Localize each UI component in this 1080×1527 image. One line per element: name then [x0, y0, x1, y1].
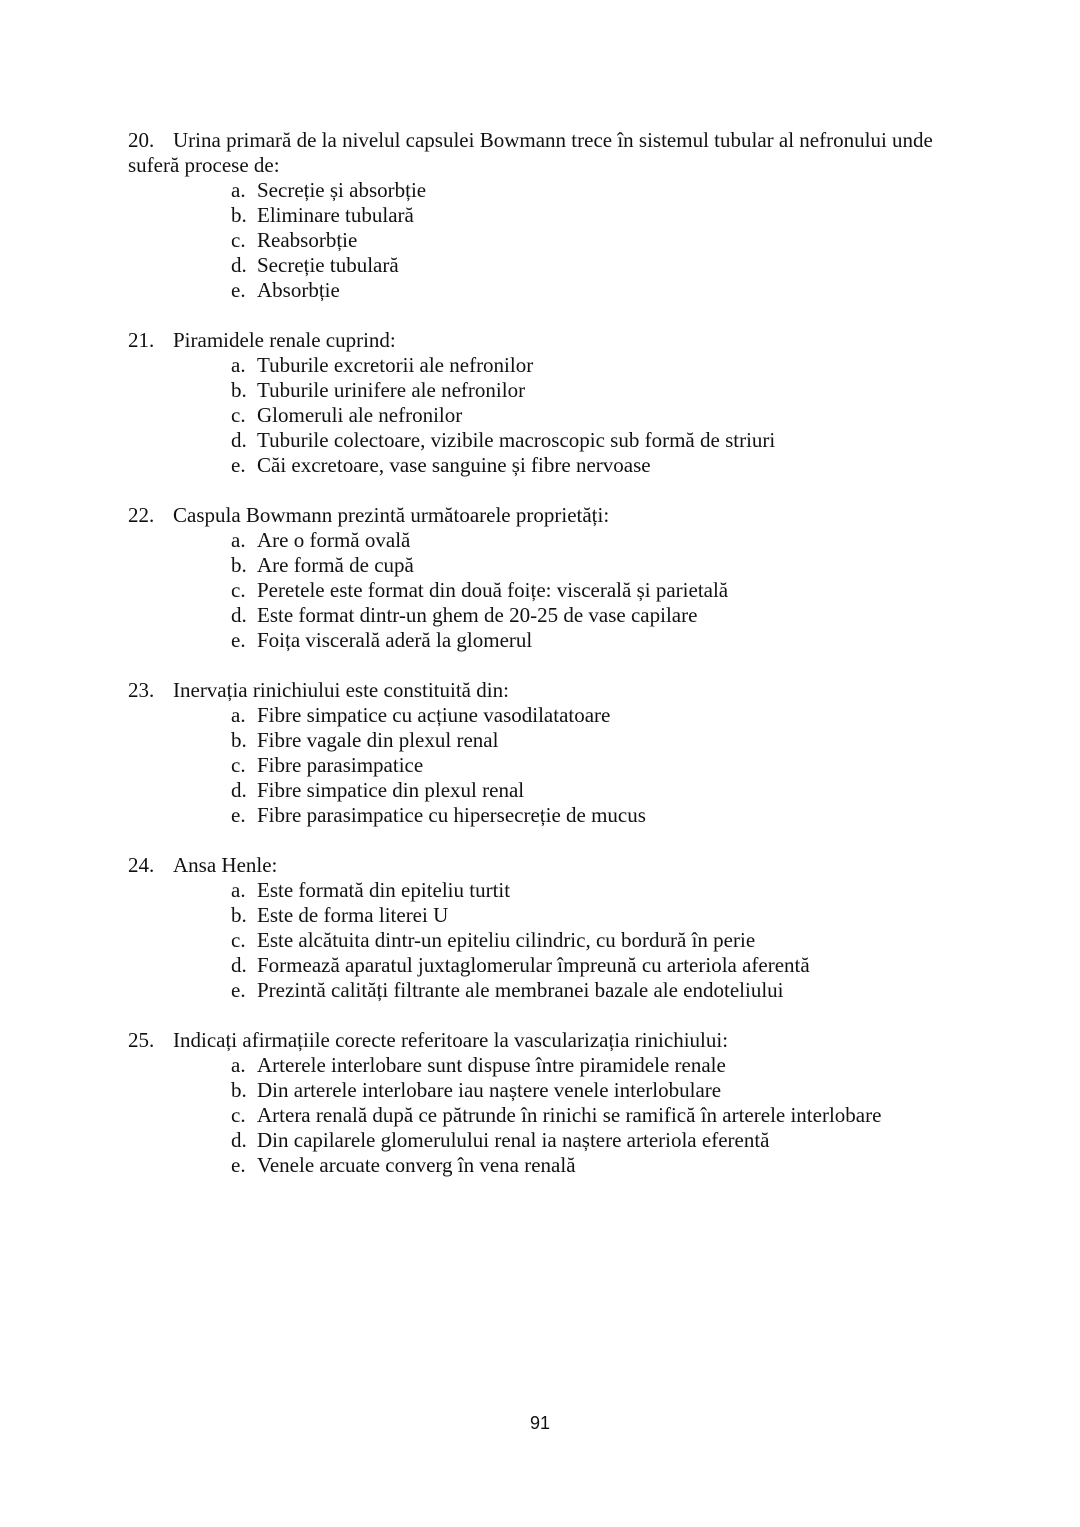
answer-option-a	[128, 528, 988, 553]
answer-options	[128, 528, 988, 653]
option-letter: e.	[231, 1153, 246, 1177]
option-letter: c.	[231, 928, 246, 952]
option-text: Formează aparatul juxtaglomerular împreună cu arteriola aferentă	[257, 953, 810, 977]
option-letter: e.	[231, 628, 246, 652]
question-text: Piramidele renale cuprind:	[173, 328, 396, 352]
question-text: Inervația rinichiului este constituită din:	[173, 678, 509, 702]
option-text: Eliminare tubulară	[257, 203, 414, 227]
question-number: 23.	[128, 678, 155, 702]
question-text: Caspula Bowmann prezintă următoarele proprietăți:	[173, 503, 610, 527]
option-letter: d.	[231, 778, 247, 802]
option-letter: a.	[231, 528, 246, 552]
answer-option-c	[128, 578, 988, 603]
option-text: Peretele este format din două foițe: viscerală și parietală	[257, 578, 729, 602]
option-letter: c.	[231, 1103, 246, 1127]
option-letter: e.	[231, 453, 246, 477]
option-letter: b.	[231, 203, 247, 227]
question-number: 25.	[128, 1028, 155, 1052]
option-letter: c.	[231, 753, 246, 777]
option-letter: d.	[231, 1128, 247, 1152]
question-stem	[128, 1028, 988, 1053]
option-letter: b.	[231, 1078, 247, 1102]
answer-option-a	[128, 353, 988, 378]
option-text: Tuburile colectoare, vizibile macroscopic sub formă de striuri	[257, 428, 776, 452]
question-stem-line	[128, 503, 988, 528]
question-22	[128, 503, 988, 653]
option-letter: d.	[231, 603, 247, 627]
answer-option-b	[128, 553, 988, 578]
option-letter: d.	[231, 953, 247, 977]
question-stem	[128, 853, 988, 878]
question-number: 24.	[128, 853, 155, 877]
option-text: Tuburile excretorii ale nefronilor	[257, 353, 534, 377]
option-text: Venele arcuate converg în vena renală	[257, 1153, 576, 1177]
option-letter: d.	[231, 428, 247, 452]
option-text: Este alcătuita dintr-un epiteliu cilindric, cu bordură în perie	[257, 928, 756, 952]
question-stem	[128, 128, 988, 178]
option-letter: b.	[231, 903, 247, 927]
answer-option-b	[128, 378, 988, 403]
answer-option-a	[128, 878, 988, 903]
answer-options	[128, 178, 988, 303]
answer-option-d	[128, 253, 988, 278]
question-list	[128, 128, 988, 1178]
option-text: Fibre vagale din plexul renal	[257, 728, 499, 752]
question-stem-line	[128, 328, 988, 353]
question-23	[128, 678, 988, 828]
question-stem	[128, 328, 988, 353]
question-stem-line	[128, 128, 988, 153]
question-number: 21.	[128, 328, 155, 352]
question-text-continuation: suferă procese de:	[128, 153, 280, 177]
answer-option-c	[128, 228, 988, 253]
option-text: Absorbție	[257, 278, 340, 302]
option-text: Prezintă calități filtrante ale membranei bazale ale endoteliului	[257, 978, 784, 1002]
answer-option-d	[128, 1128, 988, 1153]
answer-options	[128, 353, 988, 478]
option-letter: a.	[231, 703, 246, 727]
answer-option-b	[128, 1078, 988, 1103]
option-letter: b.	[231, 553, 247, 577]
answer-option-d	[128, 428, 988, 453]
answer-option-e	[128, 453, 988, 478]
option-text: Glomeruli ale nefronilor	[257, 403, 463, 427]
option-letter: e.	[231, 278, 246, 302]
question-24	[128, 853, 988, 1003]
option-text: Reabsorbție	[257, 228, 358, 252]
option-text: Arterele interlobare sunt dispuse între piramidele renale	[257, 1053, 726, 1077]
option-text: Este format dintr-un ghem de 20-25 de vase capilare	[257, 603, 698, 627]
question-text: Urina primară de la nivelul capsulei Bowmann trece în sistemul tubular al nefronului unde	[173, 128, 933, 152]
answer-option-a	[128, 703, 988, 728]
answer-options	[128, 878, 988, 1003]
option-text: Secreție tubulară	[257, 253, 399, 277]
option-letter: a.	[231, 353, 246, 377]
option-letter: a.	[231, 878, 246, 902]
option-letter: a.	[231, 1053, 246, 1077]
option-letter: b.	[231, 728, 247, 752]
answer-option-b	[128, 203, 988, 228]
option-text: Fibre simpatice din plexul renal	[257, 778, 525, 802]
option-letter: c.	[231, 228, 246, 252]
option-text: Din arterele interlobare iau naștere venele interlobulare	[257, 1078, 722, 1102]
answer-option-b	[128, 903, 988, 928]
option-text: Tuburile urinifere ale nefronilor	[257, 378, 526, 402]
answer-option-d	[128, 778, 988, 803]
answer-option-e	[128, 978, 988, 1003]
question-number: 20.	[128, 128, 155, 152]
option-text: Fibre parasimpatice cu hipersecreție de mucus	[257, 803, 646, 827]
answer-options	[128, 1053, 988, 1178]
answer-option-c	[128, 403, 988, 428]
answer-option-c	[128, 753, 988, 778]
option-letter: e.	[231, 803, 246, 827]
question-stem-line	[128, 678, 988, 703]
option-text: Artera renală după ce pătrunde în rinichi se ramifică în arterele interlobare	[257, 1103, 882, 1127]
question-stem-line	[128, 853, 988, 878]
question-text: Ansa Henle:	[173, 853, 278, 877]
answer-option-a	[128, 178, 988, 203]
option-text: Fibre parasimpatice	[257, 753, 424, 777]
answer-option-e	[128, 278, 988, 303]
option-letter: b.	[231, 378, 247, 402]
answer-option-c	[128, 1103, 988, 1128]
answer-option-e	[128, 803, 988, 828]
option-letter: e.	[231, 978, 246, 1002]
page-number: 91	[529, 1413, 551, 1433]
option-letter: a.	[231, 178, 246, 202]
option-letter: c.	[231, 578, 246, 602]
option-text: Căi excretoare, vase sanguine și fibre nervoase	[257, 453, 651, 477]
question-stem	[128, 503, 988, 528]
answer-option-b	[128, 728, 988, 753]
answer-option-c	[128, 928, 988, 953]
option-letter: d.	[231, 253, 247, 277]
question-stem	[128, 678, 988, 703]
option-text: Are formă de cupă	[257, 553, 414, 577]
question-21	[128, 328, 988, 478]
option-text: Foița viscerală aderă la glomerul	[257, 628, 533, 652]
question-25	[128, 1028, 988, 1178]
answer-option-e	[128, 1153, 988, 1178]
question-number: 22.	[128, 503, 155, 527]
answer-option-e	[128, 628, 988, 653]
option-text: Din capilarele glomerulului renal ia naștere arteriola eferentă	[257, 1128, 770, 1152]
answer-option-d	[128, 603, 988, 628]
question-20	[128, 128, 988, 303]
answer-option-a	[128, 1053, 988, 1078]
option-text: Este de forma literei U	[257, 903, 449, 927]
answer-options	[128, 703, 988, 828]
option-text: Este formată din epiteliu turtit	[257, 878, 511, 902]
option-text: Secreție și absorbție	[257, 178, 427, 202]
option-text: Are o formă ovală	[257, 528, 411, 552]
answer-option-d	[128, 953, 988, 978]
question-text: Indicați afirmațiile corecte referitoare la vascularizația rinichiului:	[173, 1028, 729, 1052]
question-stem-line	[128, 1028, 988, 1053]
option-letter: c.	[231, 403, 246, 427]
option-text: Fibre simpatice cu acțiune vasodilatatoare	[257, 703, 611, 727]
